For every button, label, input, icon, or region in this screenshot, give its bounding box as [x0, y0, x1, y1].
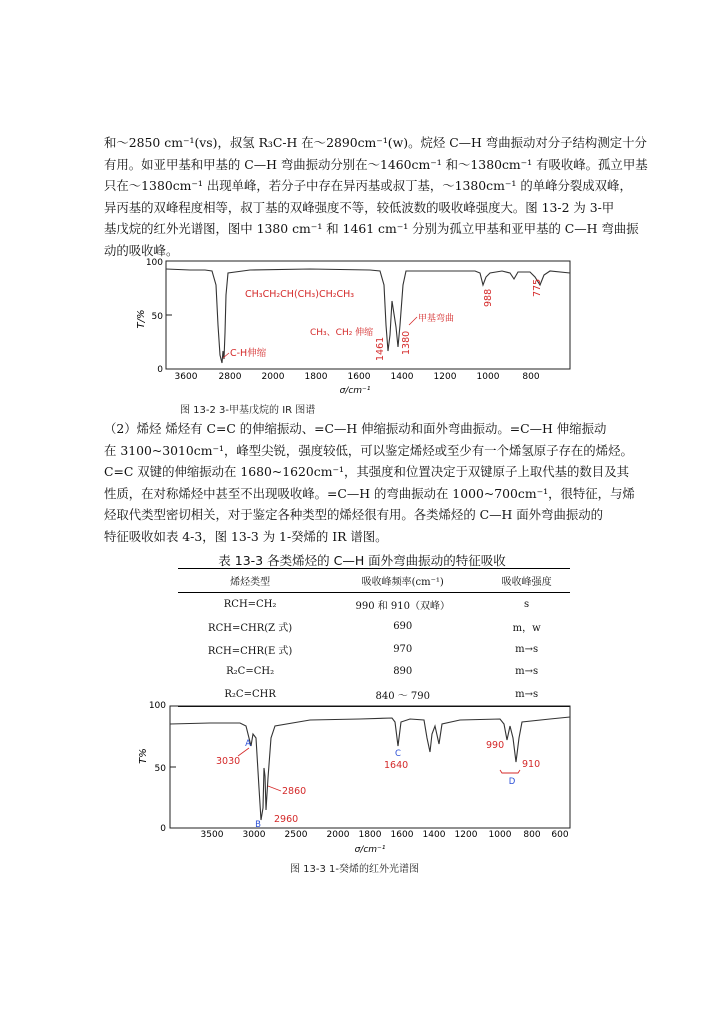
peak-label-2860: 2860 — [282, 786, 307, 797]
alkene-bending-table — [178, 568, 570, 707]
ir-spectrum-1-decene — [130, 698, 580, 858]
peak-label-1461: 1461 — [375, 336, 386, 361]
text-line: 特征吸收如表 4-3，图 13-3 为 1-癸烯的 IR 谱图。 — [104, 528, 388, 544]
bracket-d — [500, 770, 520, 773]
x-tick-labels — [175, 372, 540, 382]
svg-text:1400: 1400 — [390, 372, 414, 382]
y-tick-label: 100 — [145, 258, 163, 268]
label-a: A — [245, 739, 251, 749]
formula-label: CH₃CH₂CH(CH₃)CH₂CH₃ — [245, 289, 355, 300]
column-header: 烯烃类型 — [178, 569, 322, 593]
annotation-methyl-bend: 甲基弯曲 — [418, 314, 455, 324]
text-line: 烃取代类型密切相关，对于鉴定各种类型的烯烃很有用。各类烯烃的 C—H 面外弯曲振动的 — [104, 507, 604, 523]
label-b: B — [255, 820, 261, 830]
svg-text:3600: 3600 — [174, 372, 198, 382]
table-row: R₂C=CHR 840 ～ 790 m→s — [178, 683, 570, 706]
text-line: 动的吸收峰。 — [104, 242, 179, 258]
table-row: RCH=CH₂ 990 和 910（双峰） s — [223, 598, 530, 612]
plot-frame — [166, 261, 570, 369]
spectrum-line — [170, 717, 570, 820]
svg-text:1800: 1800 — [304, 372, 328, 382]
svg-text:800: 800 — [523, 830, 541, 840]
column-header: 吸收峰强度 — [483, 569, 570, 593]
x-axis-label: σ/cm⁻¹ — [354, 845, 386, 855]
label-c: C — [395, 749, 401, 759]
svg-text:2500: 2500 — [284, 830, 308, 840]
svg-text:800: 800 — [522, 372, 540, 382]
paragraph-alkane-bending — [104, 132, 648, 262]
table-header-row — [178, 569, 570, 593]
peak-label-988: 988 — [483, 288, 494, 307]
text-line: 在 3100~3010cm⁻¹，峰型尖锐，强度较低，可以鉴定烯烃或至少有一个烯氢原子存在的烯烃。 — [104, 442, 633, 458]
text-line: 性质，在对称烯烃中甚至不出现吸收峰。=C—H 的弯曲振动在 1000~700cm⁻¹，很特征，与烯 — [104, 485, 635, 501]
svg-text:3500: 3500 — [200, 830, 224, 840]
paragraph-alkene — [104, 418, 635, 548]
label-d: D — [508, 777, 516, 787]
y-tick-label: 50 — [154, 764, 166, 774]
peak-label-2960: 2960 — [274, 814, 299, 825]
x-tick-labels — [201, 830, 569, 840]
text-line: 基戊烷的红外光谱图，图中 1380 cm⁻¹ 和 1461 cm⁻¹ 分别为孤立甲基和亚甲基的 C—H 弯曲振 — [104, 221, 639, 237]
column-header: 吸收峰频率(cm⁻¹) — [322, 569, 483, 593]
svg-text:2800: 2800 — [218, 372, 242, 382]
text-line: 异丙基的双峰程度相等，叔丁基的双峰强度不等，较低波数的吸收峰强度大。图 13-2 为 3-甲 — [104, 199, 615, 215]
svg-text:1800: 1800 — [358, 830, 382, 840]
peak-label-3030: 3030 — [216, 756, 241, 767]
peak-label-775: 775 — [532, 278, 543, 297]
table-row: R₂C=CH₂ 890 m→s — [226, 666, 539, 678]
svg-text:1000: 1000 — [476, 372, 500, 382]
y-tick-label: 50 — [151, 312, 163, 322]
ir-spectrum-3-methylpentane — [130, 255, 580, 400]
svg-text:1600: 1600 — [347, 372, 371, 382]
annotation-ch2ch3-stretch: CH₃、CH₂ 伸缩 — [310, 328, 374, 338]
text-line: 只在～1380cm⁻¹ 出现单峰，若分子中存在异丙基或叔丁基，～1380cm⁻¹ 的单峰分裂成双峰， — [104, 178, 632, 194]
svg-text:1600: 1600 — [390, 830, 414, 840]
y-axis-label: T/% — [136, 309, 147, 329]
svg-text:1400: 1400 — [422, 830, 446, 840]
y-tick-label: 0 — [157, 365, 163, 375]
peak-label-1380: 1380 — [401, 330, 412, 355]
y-tick-label: 100 — [148, 701, 166, 711]
annotation-ch-stretch: C-H伸缩 — [230, 348, 267, 359]
svg-text:3000: 3000 — [242, 830, 266, 840]
text-line: 和～2850 cm⁻¹(vs)，叔氢 R₃C-H 在～2890cm⁻¹(w)。烷烃 C—H 弯曲振动对分子结构测定十分 — [104, 135, 647, 150]
y-axis-label: T% — [138, 748, 149, 764]
y-tick-label: 0 — [160, 824, 166, 834]
spectrum-line — [166, 269, 570, 363]
table-row: RCH=CHR(Z 式) 690 m，w — [208, 621, 541, 635]
peak-label-1640: 1640 — [384, 760, 409, 771]
text-line: 有用。如亚甲基和甲基的 C—H 弯曲振动分别在～1460cm⁻¹ 和～1380cm⁻¹ 有吸收峰。孤立甲基 — [104, 156, 648, 172]
table-title: 表 13-3 各类烯烃的 C—H 面外弯曲振动的特征吸收 — [218, 553, 506, 568]
svg-text:600: 600 — [551, 830, 569, 840]
peak-label-990: 990 — [486, 740, 505, 751]
plot-frame — [170, 706, 570, 828]
figure-caption: 图 13-3 1-癸烯的红外光谱图 — [290, 864, 420, 875]
table-row: RCH=CHR(E 式) 970 m→s — [207, 643, 539, 657]
svg-text:2000: 2000 — [326, 830, 350, 840]
svg-text:1200: 1200 — [433, 372, 457, 382]
svg-text:1000: 1000 — [488, 830, 512, 840]
peak-label-910: 910 — [522, 759, 541, 770]
text-line: （2）烯烃 烯烃有 C=C 的伸缩振动、=C—H 伸缩振动和面外弯曲振动。=C—H 伸缩振动 — [104, 421, 607, 436]
text-line: C=C 双键的伸缩振动在 1680~1620cm⁻¹，其强度和位置决定于双键原子上取代基的数目及其 — [104, 464, 629, 480]
svg-text:1200: 1200 — [454, 830, 478, 840]
svg-text:2000: 2000 — [261, 372, 285, 382]
figure-caption: 图 13-2 3-甲基戊烷的 IR 图谱 — [180, 405, 316, 416]
x-axis-label: σ/cm⁻¹ — [339, 386, 371, 396]
